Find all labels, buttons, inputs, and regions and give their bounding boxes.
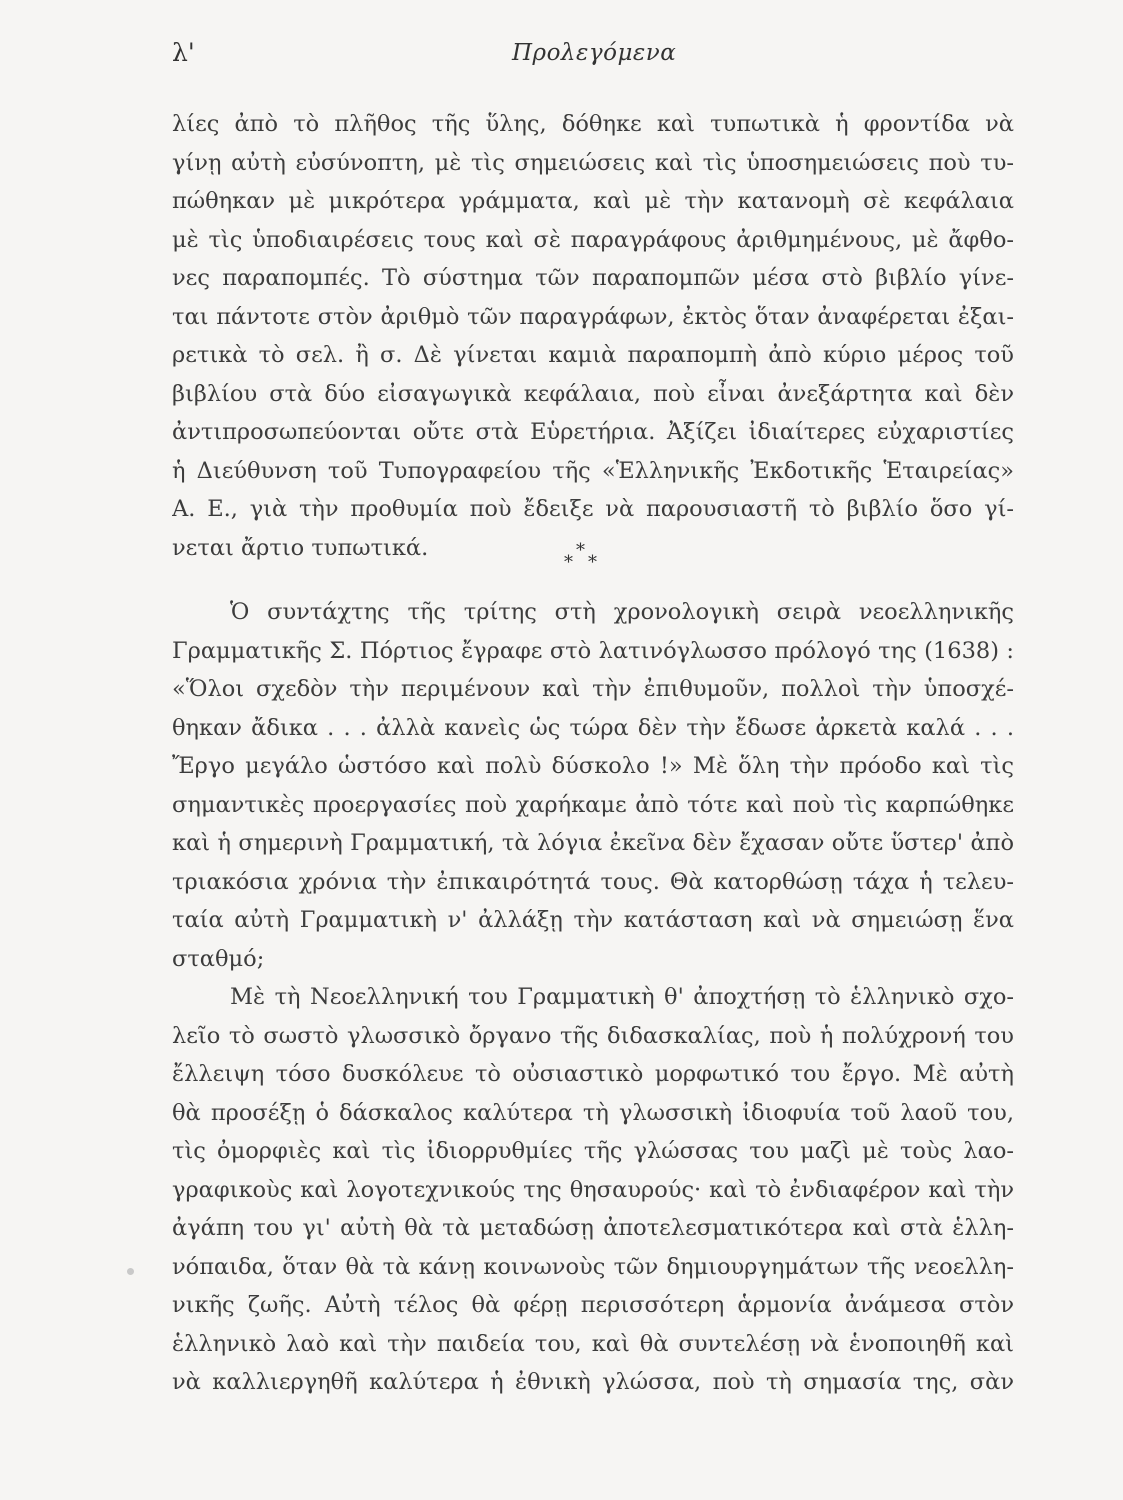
text-line: νεται ἄρτιο τυπωτικά. <box>172 534 429 561</box>
text-line: μὲ τὶς ὑποδιαιρέσεις τους καὶ σὲ παραγράφους ἀριθμημένους, μὲ ἄφθο- <box>172 226 1014 253</box>
asterism-star: * <box>564 552 573 573</box>
text-line: λίες ἀπὸ τὸ πλῆθος τῆς ὕλης, δόθηκε καὶ τυπωτικὰ ἡ φροντίδα νὰ <box>172 111 1014 137</box>
text-line: «Ὅλοι σχεδὸν τὴν περιμένουν καὶ τὴν ἐπιθυμοῦν, πολλοὶ τὴν ὑποσχέ- <box>172 676 1014 702</box>
running-title: Προλεγόμενα <box>512 40 677 66</box>
text-line: σημαντικὲς προεργασίες ποὺ χαρήκαμε ἀπὸ τότε καὶ ποὺ τὶς καρπώθηκε <box>172 791 1014 818</box>
text-line: λεῖο τὸ σωστὸ γλωσσικὸ ὄργανο τῆς διδασκαλίας, ποὺ ἡ πολύχρονή του <box>172 1022 1014 1049</box>
text-line: βιβλίου στὰ δύο εἰσαγωγικὰ κεφάλαια, ποὺ εἶναι ἀνεξάρτητα καὶ δὲν <box>172 380 1014 407</box>
text-line: ρετικὰ τὸ σελ. ἢ σ. Δὲ γίνεται καμιὰ παραπομπὴ ἀπὸ κύριο μέρος τοῦ <box>172 342 1014 368</box>
paragraph-portius-quote <box>172 593 1014 978</box>
text-line: νὰ καλλιεργηθῆ καλύτερα ἡ ἐθνικὴ γλώσσα, ποὺ τὴ σημασία της, σὰν <box>172 1369 1014 1395</box>
text-line: Α. Ε., γιὰ τὴν προθυμία ποὺ ἔδειξε νὰ παρουσιαστῆ τὸ βιβλίο ὅσο γί- <box>172 496 1014 522</box>
asterism-divider <box>562 540 602 580</box>
text-line: ἀγάπη του γι' αὐτὴ θὰ τὰ μεταδώσῃ ἀποτελεσματικότερα καὶ στὰ ἑλλη- <box>172 1215 1014 1241</box>
text-line: ἀντιπροσωπεύονται οὔτε στὰ Εὑρετήρια. Ἀξίζει ἰδιαίτερες εὐχαριστίες <box>172 419 1014 445</box>
text-line: Μὲ τὴ Νεοελληνική του Γραμματικὴ θ' ἀποχτήσῃ τὸ ἑλληνικὸ σχο- <box>230 984 1014 1010</box>
text-line: θηκαν ἄδικα . . . ἀλλὰ κανεὶς ὡς τώρα δὲν τὴν ἔδωσε ἀρκετὰ καλά . . . <box>172 714 1014 741</box>
paragraph-typography-note <box>172 105 1014 567</box>
text-line: ἡ Διεύθυνση τοῦ Τυπογραφείου τῆς «Ἑλληνικῆς Ἐκδοτικῆς Ἑταιρείας» <box>172 457 1014 484</box>
text-line: ταία αὐτὴ Γραμματικὴ ν' ἀλλάξῃ τὴν κατάσταση καὶ νὰ σημειώσῃ ἕνα <box>172 907 1014 933</box>
page-header <box>172 38 1014 78</box>
text-line: Ἔργο μεγάλο ὡστόσο καὶ πολὺ δύσκολο !» Μὲ ὅλη τὴν πρόοδο καὶ τὶς <box>172 753 1014 779</box>
text-line: πώθηκαν μὲ μικρότερα γράμματα, καὶ μὲ τὴν κατανομὴ σὲ κεφάλαια <box>172 188 1014 214</box>
text-line: νικῆς ζωῆς. Αὐτὴ τέλος θὰ φέρῃ περισσότερη ἁρμονία ἀνάμεσα στὸν <box>172 1292 1014 1318</box>
text-line: ἑλληνικὸ λαὸ καὶ τὴν παιδεία του, καὶ θὰ συντελέσῃ νὰ ἑνοποιηθῆ καὶ <box>172 1330 1014 1357</box>
text-line: τὶς ὀμορφιὲς καὶ τὶς ἰδιορρυθμίες τῆς γλώσσας του μαζὶ μὲ τοὺς λαο- <box>172 1138 1014 1164</box>
text-line: γίνῃ αὐτὴ εὐσύνοπτη, μὲ τὶς σημειώσεις καὶ τὶς ὑποσημειώσεις ποὺ τυ- <box>172 149 1014 176</box>
text-line: γραφικοὺς καὶ λογοτεχνικούς της θησαυρούς· καὶ τὸ ἐνδιαφέρον καὶ τὴν <box>172 1176 1014 1203</box>
text-line: θὰ προσέξῃ ὁ δάσκαλος καλύτερα τὴ γλωσσικὴ ἰδιοφυία τοῦ λαοῦ του, <box>172 1099 1014 1126</box>
asterism-star: * <box>588 552 597 573</box>
text-line: σταθμό; <box>172 945 265 972</box>
page-number: λ' <box>172 38 195 67</box>
text-line: ται πάντοτε στὸν ἀριθμὸ τῶν παραγράφων, ἐκτὸς ὅταν ἀναφέρεται ἐξαι- <box>172 303 1014 330</box>
asterism-star: * <box>576 540 585 561</box>
paragraph-grammar-purpose <box>172 978 1014 1402</box>
text-line: Ὁ συντάχτης τῆς τρίτης στὴ χρονολογικὴ σειρὰ νεοελληνικῆς <box>230 599 1014 625</box>
text-line: ἔλλειψη τόσο δυσκόλευε τὸ οὐσιαστικὸ μορφωτικό του ἔργο. Μὲ αὐτὴ <box>172 1061 1014 1087</box>
text-line: νες παραπομπές. Τὸ σύστημα τῶν παραπομπῶν μέσα στὸ βιβλίο γίνε- <box>172 265 1014 291</box>
text-line: καὶ ἡ σημερινὴ Γραμματική, τὰ λόγια ἐκεῖνα δὲν ἔχασαν οὔτε ὕστερ' ἀπὸ <box>172 830 1014 856</box>
margin-mark <box>127 1268 134 1275</box>
text-line: Γραμματικῆς Σ. Πόρτιος ἔγραφε στὸ λατινόγλωσσο πρόλογό της (1638) : <box>172 637 1014 664</box>
text-line: νόπαιδα, ὅταν θὰ τὰ κάνῃ κοινωνοὺς τῶν δημιουργημάτων τῆς νεοελλη- <box>172 1253 1014 1280</box>
text-line: τριακόσια χρόνια τὴν ἐπικαιρότητά τους. Θὰ κατορθώσῃ τάχα ἡ τελευ- <box>172 868 1014 895</box>
